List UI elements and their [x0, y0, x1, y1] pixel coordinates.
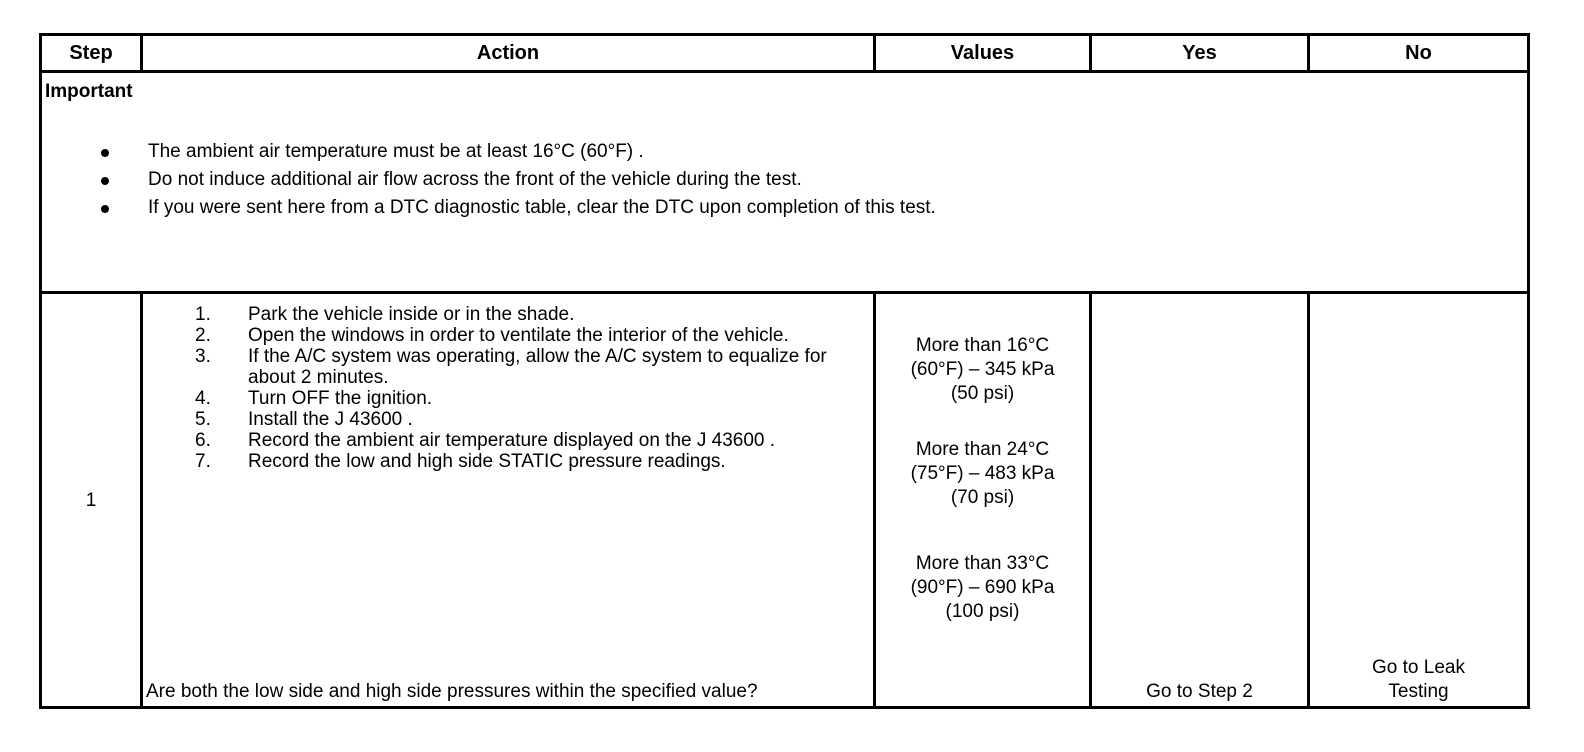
value-line: (60°F) – 345 kPa	[910, 359, 1055, 380]
step-row	[41, 293, 1529, 708]
important-list	[42, 139, 1527, 223]
important-item-text: The ambient air temperature must be at least 16°C (60°F) .	[148, 141, 644, 162]
value-line: (70 psi)	[950, 487, 1015, 508]
action-item-number: 4.	[195, 388, 211, 409]
important-title: Important	[45, 81, 133, 102]
bullet-icon	[101, 205, 109, 213]
important-item-text: If you were sent here from a DTC diagnostic table, clear the DTC upon completion of this test.	[148, 197, 936, 218]
important-cell	[41, 72, 1529, 293]
step-header: Step	[41, 35, 142, 72]
action-item-text: Record the ambient air temperature displayed on the J 43600 .	[248, 430, 776, 451]
value-block	[876, 552, 1089, 624]
action-item	[143, 451, 873, 472]
action-list	[143, 304, 873, 472]
no-header: No	[1309, 35, 1529, 72]
yes-result-link[interactable]: Go to Step 2	[1146, 681, 1253, 702]
important-item	[42, 195, 1527, 223]
action-item	[143, 325, 873, 346]
action-header: Action	[142, 35, 875, 72]
action-item-text: Turn OFF the ignition.	[248, 388, 433, 409]
diagnostic-table	[39, 33, 1530, 709]
value-line: (90°F) – 690 kPa	[910, 577, 1055, 598]
action-item-number: 1.	[195, 304, 211, 325]
action-cell	[142, 293, 875, 708]
action-item	[143, 304, 873, 325]
values-header: Values	[875, 35, 1091, 72]
action-item-number: 6.	[195, 430, 211, 451]
action-question: Are both the low side and high side pressures within the specified value?	[146, 681, 758, 702]
action-item-text: Record the low and high side STATIC pressure readings.	[248, 451, 726, 472]
no-result-link[interactable]	[1310, 656, 1527, 704]
action-item-number: 2.	[195, 325, 211, 346]
value-line: More than 16°C	[915, 335, 1050, 356]
yes-header: Yes	[1091, 35, 1309, 72]
bullet-icon	[101, 177, 109, 185]
action-item-number: 5.	[195, 409, 211, 430]
important-row	[41, 72, 1529, 293]
header-row	[41, 35, 1529, 72]
step-number: 1	[41, 293, 142, 708]
value-block	[876, 438, 1089, 510]
action-item-text: Park the vehicle inside or in the shade.	[248, 304, 575, 325]
action-item-text: If the A/C system was operating, allow the A/C system to equalize for about 2 minutes.	[248, 346, 827, 388]
value-line: (75°F) – 483 kPa	[910, 463, 1055, 484]
no-cell	[1309, 293, 1529, 708]
no-result-line: Go to Leak	[1372, 657, 1465, 678]
yes-cell	[1091, 293, 1309, 708]
important-item	[42, 139, 1527, 167]
important-item-text: Do not induce additional air flow across the front of the vehicle during the test.	[148, 169, 802, 190]
action-item-number: 7.	[195, 451, 211, 472]
value-line: More than 24°C	[915, 439, 1050, 460]
value-line: (100 psi)	[945, 601, 1020, 622]
action-item	[143, 409, 873, 430]
values-cell	[875, 293, 1091, 708]
value-block	[876, 334, 1089, 406]
bullet-icon	[101, 149, 109, 157]
action-item-text: Open the windows in order to ventilate the interior of the vehicle.	[248, 325, 789, 346]
important-item	[42, 167, 1527, 195]
action-item	[143, 388, 873, 409]
action-item	[143, 430, 873, 451]
value-line: More than 33°C	[915, 553, 1050, 574]
action-item-number: 3.	[195, 346, 211, 367]
action-item-text: Install the J 43600 .	[248, 409, 413, 430]
value-line: (50 psi)	[950, 383, 1015, 404]
no-result-line: Testing	[1388, 681, 1449, 702]
action-item	[143, 346, 873, 388]
